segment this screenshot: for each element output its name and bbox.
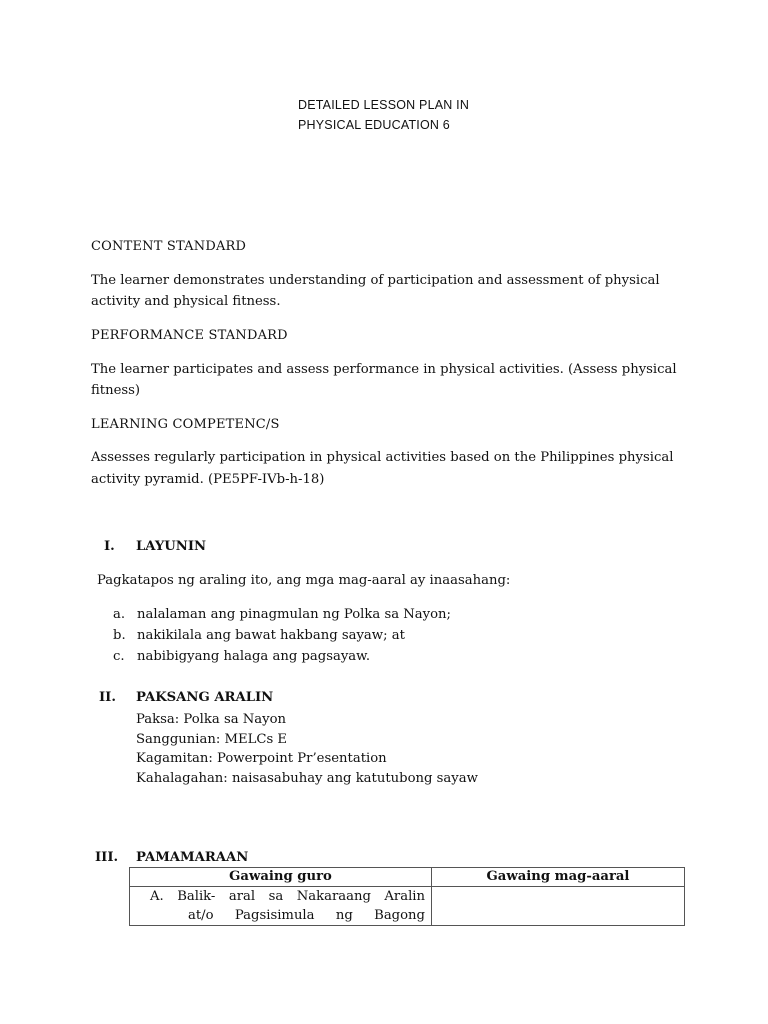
- objective-item-c: nabibigyang halaga ang pagsayaw.: [137, 649, 371, 664]
- content-standard-line-1: The learner demonstrates understanding of participation and assessment of physical: [91, 273, 660, 288]
- pamamaraan-heading: PAMAMARAAN: [136, 850, 249, 865]
- layunin-intro: Pagkatapos ng araling ito, ang mga mag-aaral ay inaasahang:: [97, 573, 511, 588]
- layunin-heading: LAYUNIN: [136, 539, 207, 554]
- procedure-table: [129, 867, 685, 926]
- section-number-3: III.: [95, 850, 119, 865]
- kahalagahan-line: Kahalagahan: naisasabuhay ang katutubong sayaw: [136, 771, 478, 786]
- objective-marker-a: a.: [113, 607, 126, 622]
- section-number-1: I.: [104, 539, 115, 554]
- sanggunian-line: Sanggunian: MELCs E: [136, 732, 288, 747]
- teacher-activity-line-1: A. Balik- aral sa Nakaraang Aralin: [150, 889, 425, 904]
- table-header-row: [130, 868, 685, 887]
- teacher-activity-line-2: at/o Pagsisimula ng Bagong: [188, 908, 425, 923]
- table-row: [130, 887, 685, 926]
- performance-standard-line-2: fitness): [91, 383, 141, 398]
- paksa-line: Paksa: Polka sa Nayon: [136, 712, 287, 727]
- header-gawaing-guro: Gawaing guro: [130, 868, 432, 887]
- student-activity-cell: [432, 887, 685, 926]
- document-title: [298, 95, 469, 135]
- section-number-2: II.: [99, 690, 116, 705]
- learning-competency-heading: LEARNING COMPETENC/S: [91, 417, 280, 432]
- objective-marker-c: c.: [113, 649, 125, 664]
- content-standard-line-2: activity and physical fitness.: [91, 294, 281, 309]
- objective-marker-b: b.: [113, 628, 126, 643]
- performance-standard-line-1: The learner participates and assess performance in physical activities. (Assess physical: [91, 362, 677, 377]
- header-gawaing-mag-aaral: Gawaing mag-aaral: [432, 868, 685, 887]
- learning-competency-line-1: Assesses regularly participation in physical activities based on the Philippines physical: [91, 450, 674, 465]
- learning-competency-line-2: activity pyramid. (PE5PF-IVb-h-18): [91, 472, 325, 487]
- content-standard-heading: CONTENT STANDARD: [91, 239, 247, 254]
- objective-item-b: nakikilala ang bawat hakbang sayaw; at: [137, 628, 405, 643]
- title-line-2: PHYSICAL EDUCATION 6: [298, 118, 450, 132]
- title-line-1: DETAILED LESSON PLAN IN: [298, 98, 470, 112]
- teacher-activity-cell: [130, 887, 432, 926]
- paksang-aralin-heading: PAKSANG ARALIN: [136, 690, 274, 705]
- kagamitan-line: Kagamitan: Powerpoint Pr’esentation: [136, 751, 387, 766]
- performance-standard-heading: PERFORMANCE STANDARD: [91, 328, 288, 343]
- objective-item-a: nalalaman ang pinagmulan ng Polka sa Nayon;: [137, 607, 451, 622]
